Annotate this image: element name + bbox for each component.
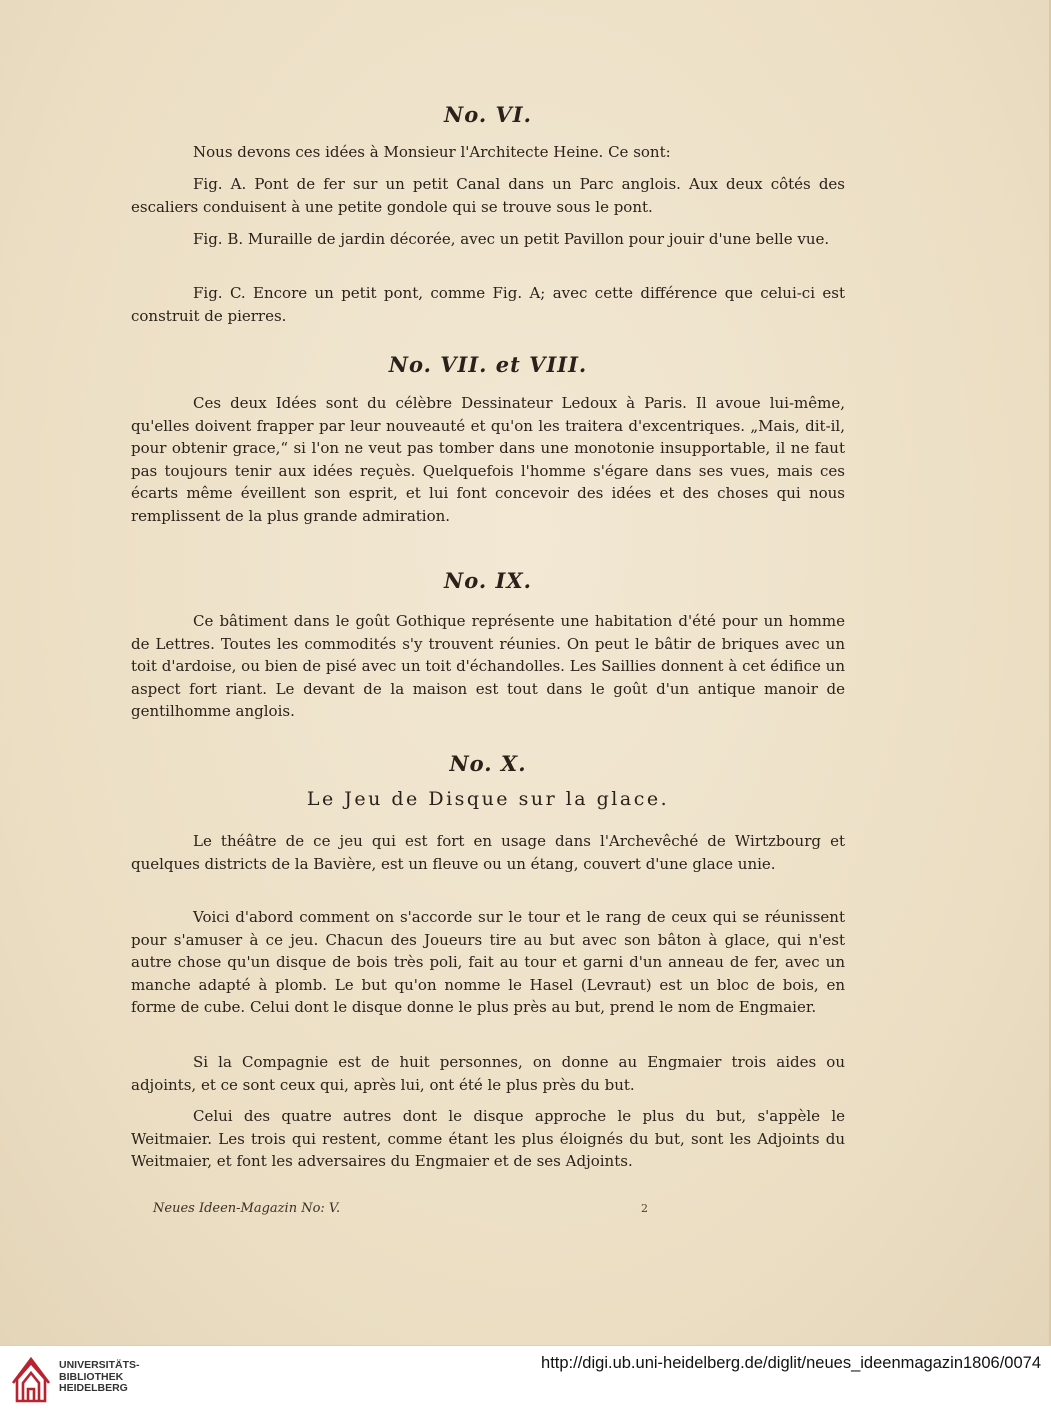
paragraph: Voici d'abord comment on s'accorde sur le tour et le rang de ceux qui se réunissent pour s'amuser à ce jeu. Chacun des Joueurs tire au but avec son bâton à glace, qui n'est autre chose qu'un disque de bois très poli, fait au tour et garni d'un anneau de fer, avec un manche adapté à plomb. Le but qu'on nomme le Hasel (Levraut) est un bloc de bois, en forme de cube. Celui dont le disque donne le plus près au but, prend le nom de Engmaier. [131,908,845,1017]
section-heading-vii-viii: No. VII. et VIII. [388,352,588,377]
library-name [59,1360,140,1395]
library-name-line: UNIVERSITÄTS- [59,1359,140,1371]
section-subheading: Le Jeu de Disque sur la glace. [306,788,670,810]
section-heading-ix: No. IX. [444,568,532,593]
paragraph: Fig. A. Pont de fer sur un petit Canal dans un Parc anglois. Aux deux côtés des escaliers conduisent à une petite gondole qui se trouve sous le pont. [131,175,845,216]
running-title: Neues Ideen-Magazin No: V. [153,1201,341,1216]
heidelberg-library-logo-icon [11,1353,53,1409]
paragraph: Le théâtre de ce jeu qui est fort en usage dans l'Archevêché de Wirtzbourg et quelques districts de la Bavière, est un fleuve ou un étang, couvert d'une glace unie. [131,832,845,873]
paragraph: Ce bâtiment dans le goût Gothique représente une habitation d'été pour un homme de Lettres. Toutes les commodités s'y trouvent réunies. On peut le bâtir de briques avec un toit d'ardoise, ou bien de pisé avec un toit d'échandolles. Les Saillies donnent à cet édifice un aspect fort riant. Le devant de la maison est tout dans le goût d'un antique manoir de gentilhomme anglois. [131,612,845,721]
paragraph: Celui des quatre autres dont le disque approche le plus du but, s'appèle le Weitmaier. Les trois qui restent, comme étant les plus éloignés du but, sont les Adjoints du Weitmaier, et font les adversaires du Engmaier et de ses Adjoints. [131,1107,845,1171]
library-name-line: HEIDELBERG [59,1382,128,1394]
signature-mark: 2 [641,1202,648,1215]
paragraph: Fig. B. Muraille de jardin décorée, avec un petit Pavillon pour jouir d'une belle vue. [193,230,830,248]
section-heading-x: No. X. [449,751,527,776]
paragraph: Fig. C. Encore un petit pont, comme Fig. A; avec cette différence que celui-ci est construit de pierres. [131,284,845,325]
paragraph: Si la Compagnie est de huit personnes, on donne au Engmaier trois aides ou adjoints, et ce sont ceux qui, après lui, ont été le plus près du but. [131,1053,845,1094]
paragraph: Ces deux Idées sont du célèbre Dessinateur Ledoux à Paris. Il avoue lui-même, qu'elles doivent frapper par leur nouveauté et qu'on les traitera d'excentriques. „Mais, dit-il, pour obtenir grace,“ si l'on ne veut pas tomber dans une monotonie insupportable, il ne faut pas toujours tenir aux idées reçuès. Quelquefois l'homme s'égare dans ses vues, mais ces écarts même éveillent son esprit, et lui font concevoir des idées et des choses qui nous remplissent de la plus grande admiration. [131,394,845,525]
source-url-link[interactable]: http://digi.ub.uni-heidelberg.de/diglit/neues_ideenmagazin1806/0074 [541,1354,1041,1372]
library-name-line: BIBLIOTHEK [59,1370,124,1383]
section-heading-vi: No. VI. [444,102,532,127]
paragraph: Nous devons ces idées à Monsieur l'Architecte Heine. Ce sont: [193,143,671,161]
